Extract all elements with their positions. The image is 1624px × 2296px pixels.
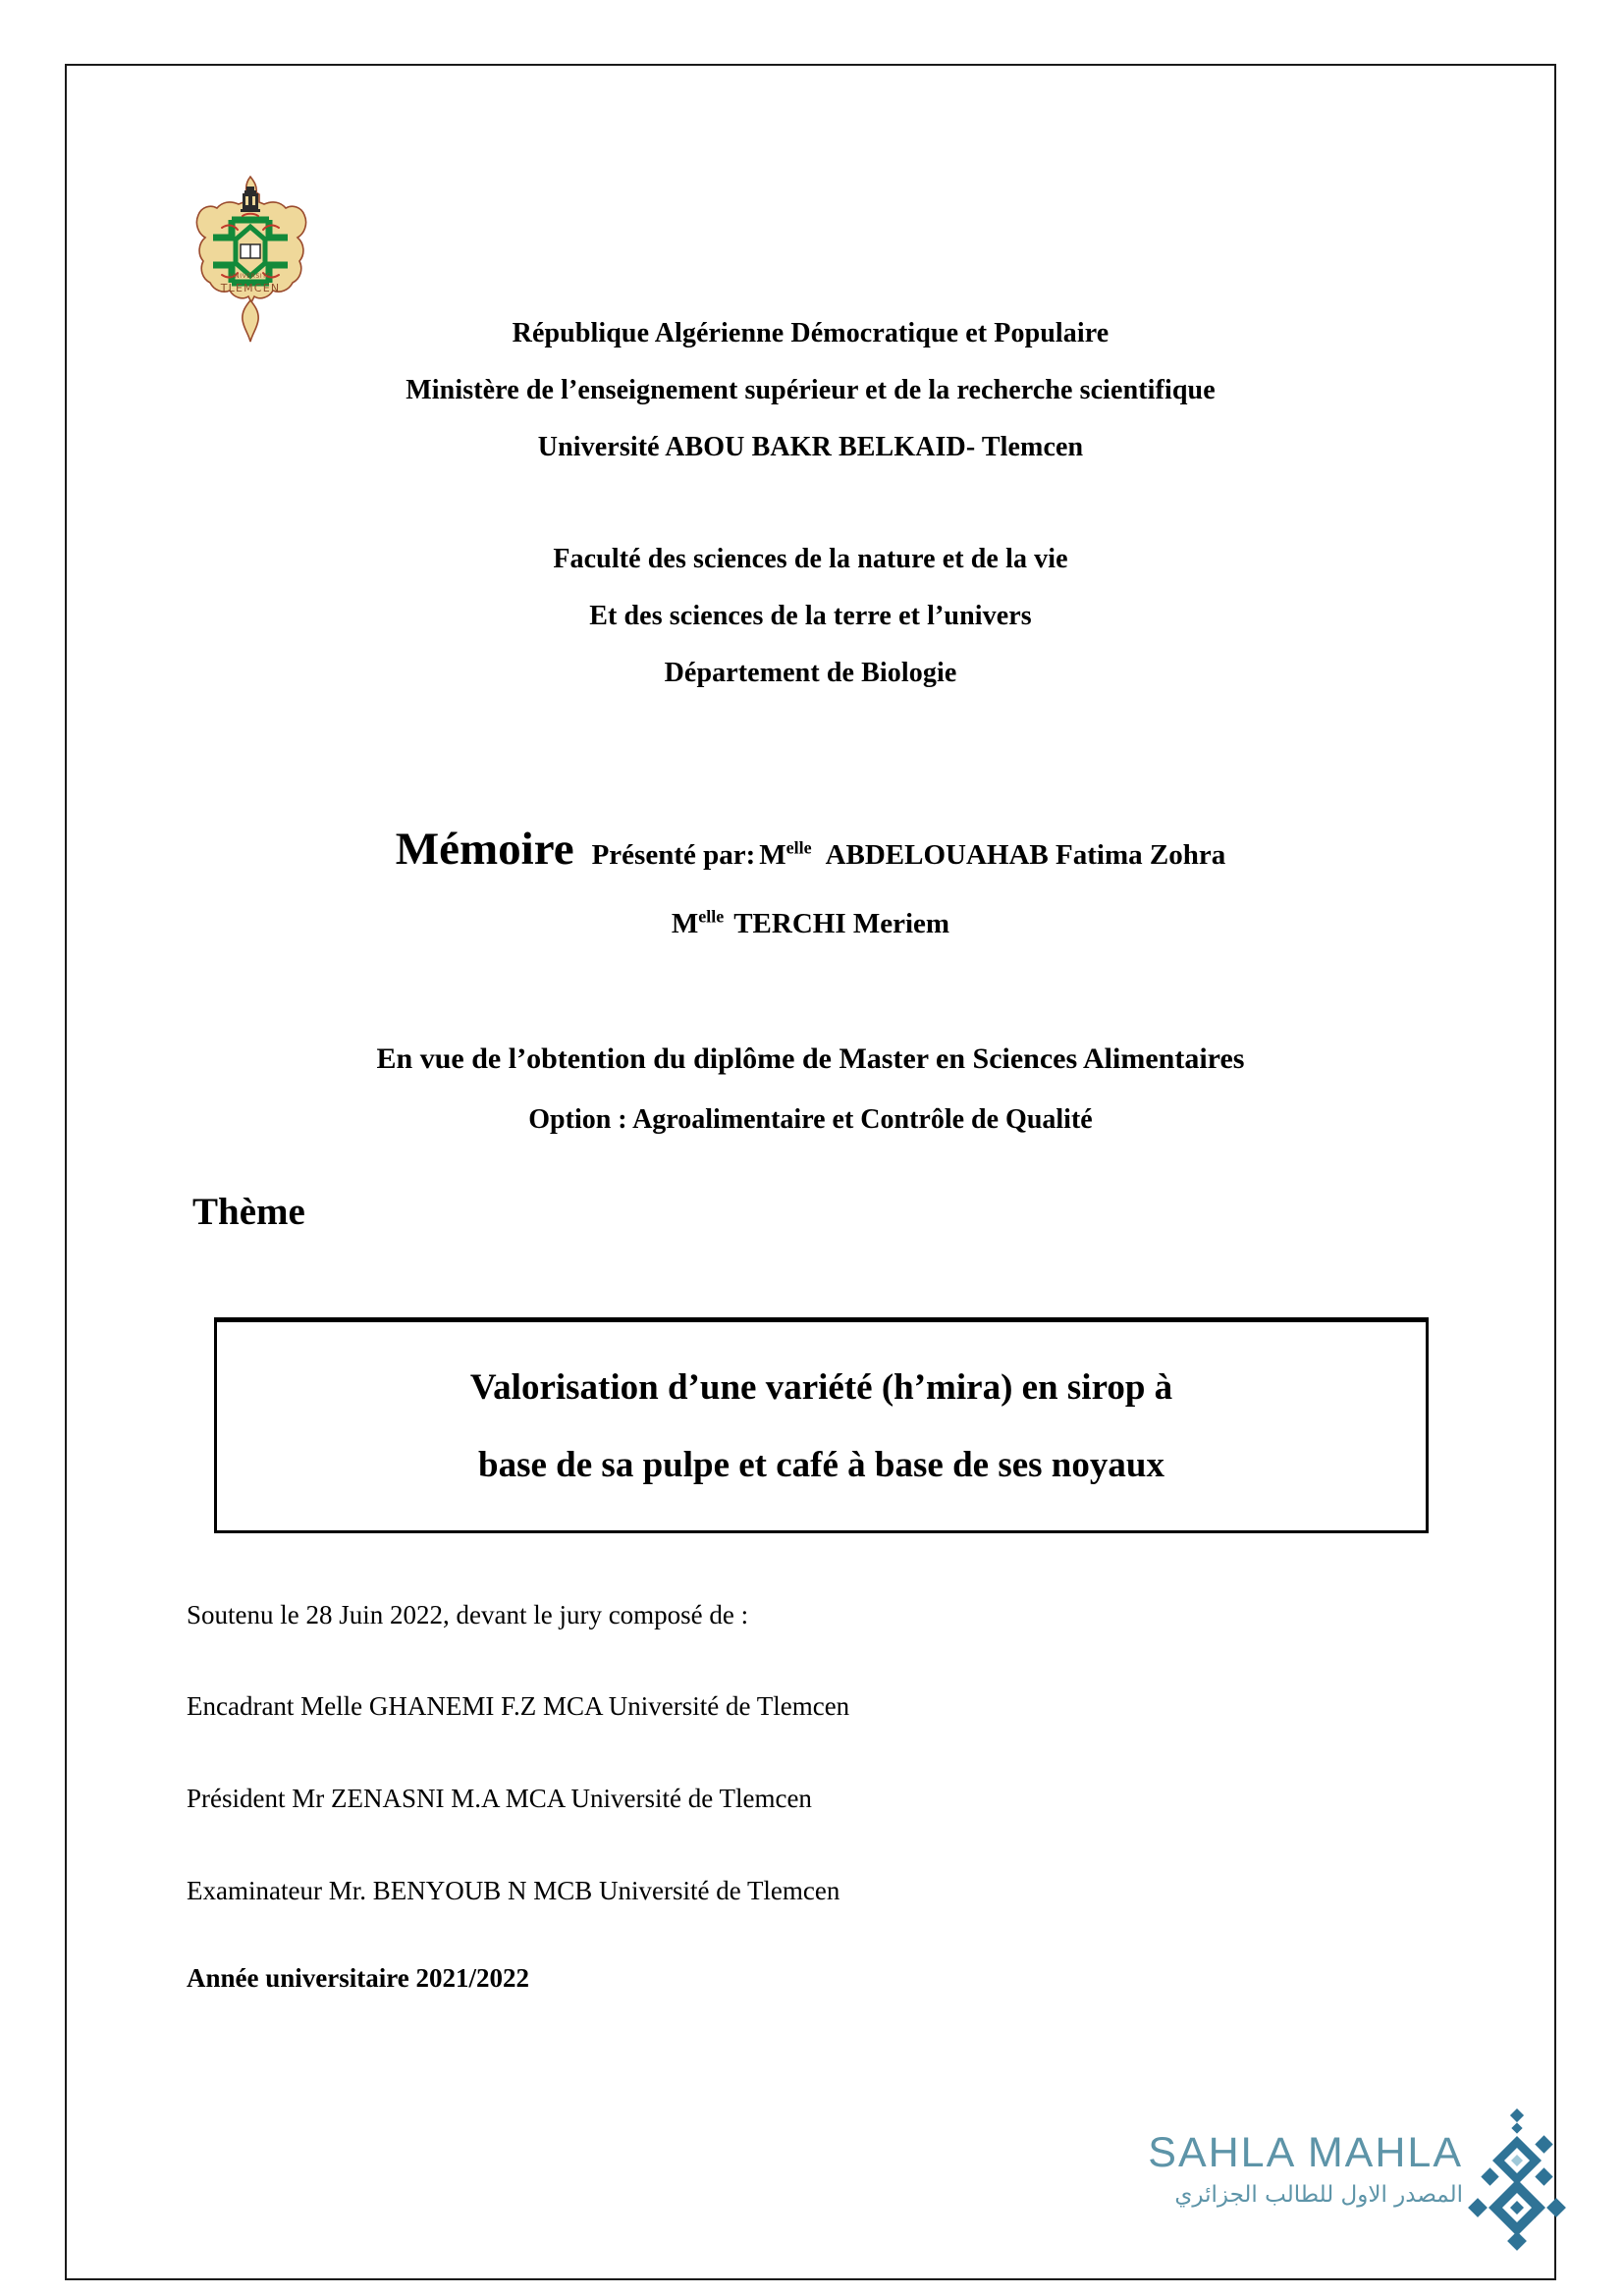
header-republic [65,319,1556,347]
honorific-suffix-2: elle [698,906,725,927]
svg-text:UNIVERSITE: UNIVERSITE [230,273,271,280]
watermark-brand-text: SAHLA MAHLA [1148,2129,1463,2176]
header-university [65,433,1556,461]
jury-member-examinateur: Examinateur Mr. BENYOUB N MCB Université de Tlemcen [187,1876,840,1905]
diploma-purpose: En vue de l’obtention du diplôme de Master en Sciences Alimentaires [376,1042,1245,1075]
svg-text:TLEMCEN: TLEMCEN [220,282,281,294]
author-2-row [65,908,1556,940]
watermark-arabic-tagline: المصدر الاول للطالب الجزائري [1174,2182,1463,2208]
header-ministry [65,376,1556,404]
author-2-name: TERCHI Meriem [733,908,950,939]
header-department-text: Département de Biologie [664,658,957,688]
author-1-name: ABDELOUAHAB Fatima Zohra [825,839,1226,871]
header-faculty-text: Faculté des sciences de la nature et de la vie [553,544,1068,574]
thesis-title-line-1: Valorisation d’une variété (h’mira) en sirop à [469,1367,1173,1408]
header-faculty [65,545,1556,573]
memoire-label: Mémoire [395,824,574,875]
presented-by-label: Présenté par: [591,839,756,871]
author-2-honorific [672,908,724,939]
header-department [65,659,1556,687]
header-earth-sciences-text: Et des sciences de la terre et l’univers [589,601,1032,631]
jury-defense-date: Soutenu le 28 Juin 2022, devant le jury composé de : [187,1600,749,1629]
header-republic-text: République Algérienne Démocratique et Populaire [512,318,1110,348]
header-ministry-text: Ministère de l’enseignement supérieur et de la recherche scientifique [406,375,1216,405]
academic-year: Année universitaire 2021/2022 [187,1963,529,1993]
honorific-base-2: M [671,908,699,939]
diploma-option: Option : Agroalimentaire et Contrôle de Qualité [528,1104,1093,1135]
theme-heading: Thème [192,1191,305,1233]
memoire-row [65,823,1556,876]
author-1-honorific [759,839,811,871]
diamond-ornament-icon [1465,2109,1569,2256]
header-earth-sciences [65,602,1556,630]
honorific-base: M [759,839,786,871]
honorific-suffix: elle [785,837,812,858]
sahla-mahla-watermark [1090,2109,1561,2256]
jury-member-president: Président Mr ZENASNI M.A MCA Université de Tlemcen [187,1784,812,1813]
thesis-title-line-2: base de sa pulpe et café à base de ses noyaux [478,1445,1164,1485]
jury-member-encadrant: Encadrant Melle GHANEMI F.Z MCA Université de Tlemcen [187,1691,850,1721]
thesis-title-box [214,1317,1429,1533]
header-university-text: Université ABOU BAKR BELKAID- Tlemcen [537,432,1084,462]
